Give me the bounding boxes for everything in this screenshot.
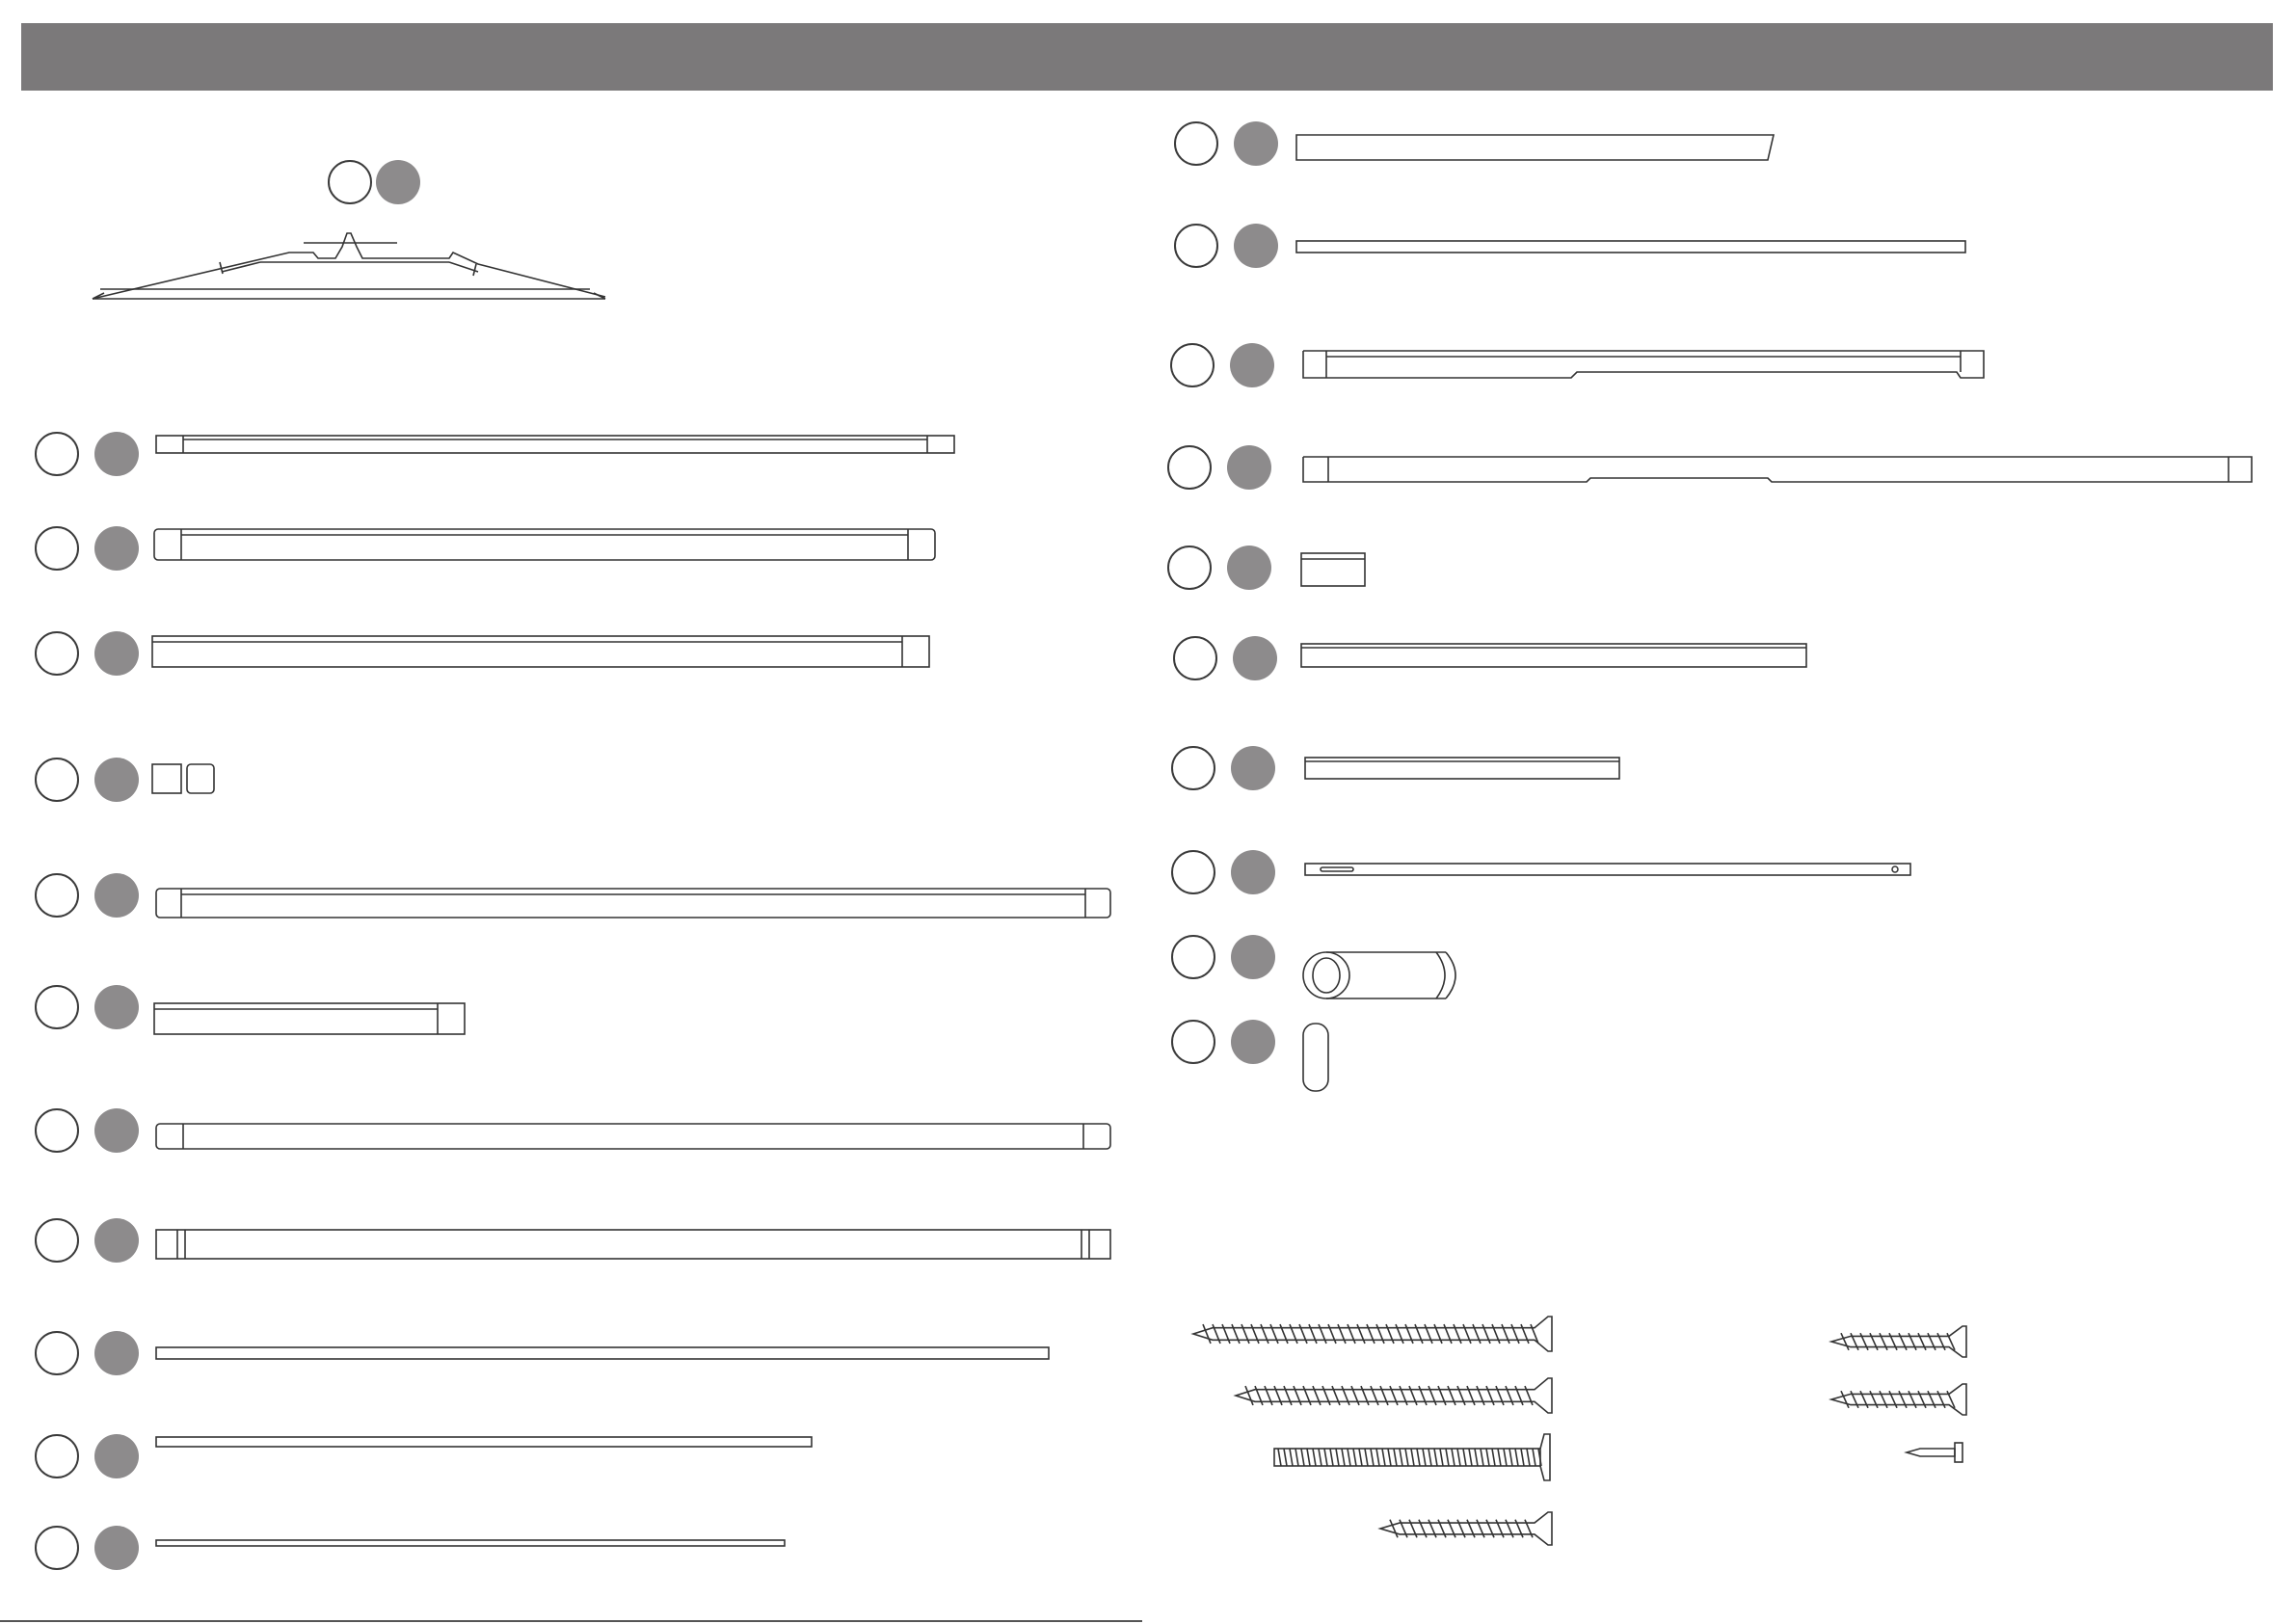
part-connector-blocks <box>152 764 214 793</box>
part-dowel-tube <box>1303 952 1455 998</box>
part-rail-01 <box>156 436 954 453</box>
part-wood-dowel <box>1303 1024 1328 1091</box>
bolt-icon <box>1274 1434 1550 1480</box>
part-rail-02 <box>154 529 935 560</box>
part-beam-notched-02 <box>1303 457 2252 482</box>
part-strip-thin <box>1296 241 1965 253</box>
part-slat-03 <box>156 1540 785 1546</box>
part-rail-03 <box>152 636 929 667</box>
wood-screw-icon <box>1193 1317 1552 1351</box>
part-board-medium <box>1301 644 1806 667</box>
wood-screw-icon <box>1380 1512 1552 1545</box>
bottom-rule <box>0 1620 1142 1622</box>
nail-icon <box>1907 1443 1962 1462</box>
wood-screw-icon <box>1236 1378 1552 1413</box>
part-slat-01 <box>156 1347 1049 1359</box>
part-rail-04 <box>156 889 1110 918</box>
part-beam-notched-01 <box>1303 351 1984 378</box>
part-block-small <box>1301 553 1365 586</box>
part-board-short <box>1305 758 1619 779</box>
hardware-drawings <box>1193 1317 1966 1545</box>
wood-screw-icon <box>1831 1326 1966 1357</box>
part-metal-bar <box>1305 864 1910 875</box>
part-rail-07 <box>156 1230 1110 1259</box>
part-rail-06 <box>156 1124 1110 1149</box>
wood-screw-icon <box>1831 1384 1966 1415</box>
part-rail-05 <box>154 1003 465 1034</box>
part-gable-frame <box>93 233 605 299</box>
part-board-angled <box>1296 135 1774 160</box>
part-slat-02 <box>156 1437 812 1447</box>
